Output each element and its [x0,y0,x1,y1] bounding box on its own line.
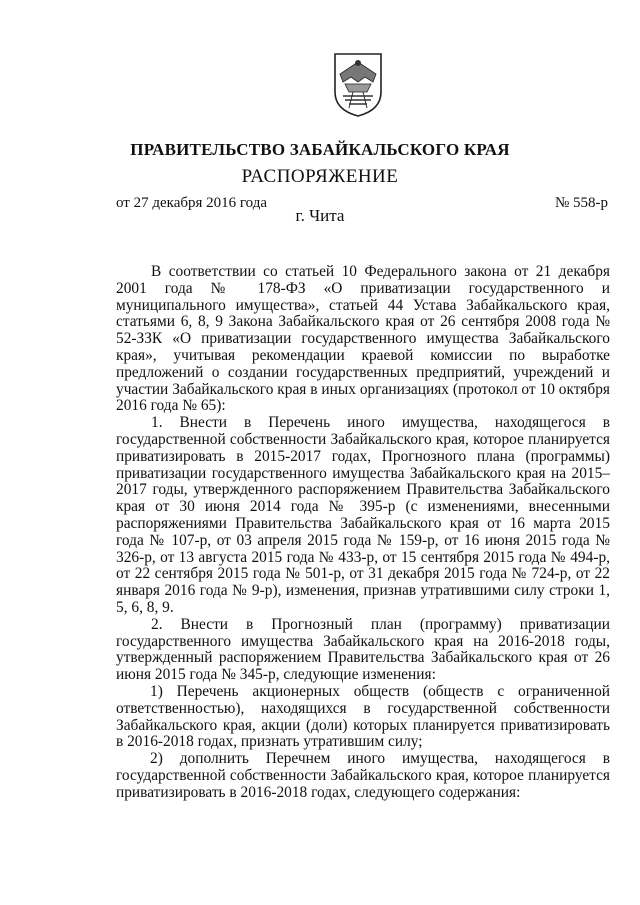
document-type: РАСПОРЯЖЕНИЕ [241,166,399,187]
subitem-1-paragraph: 1) Перечень акционерных обществ (обществ с ограниченной ответственностью), находящихся в государственной собственности Забайкальского края, акции (доли) которых планируется приватизировать в 2016-2018 годах, признать утратившим силу; [116,682,610,751]
item-1-paragraph: 1. Внести в Перечень иного имущества, находящегося в государственной собственности Забайкальского края, которое планируется приватизировать в 2015-2017 годах, Прогнозного плана (программы) приватизации государственного имущества Забайкальского края на 2015–2017 годы, утвержденного распоряжением Правительства Забайкальского края от 30 июня 2014 года № 395-р (с изменениями, внесенными распоряжениями Правительства Забайкальского края от 16 марта 2015 года № 107-р, от 03 апреля 2015 года № 159-р, от 16 июня 2015 года № 326-р, от 13 августа 2015 года № 433-р, от 15 сентября 2015 года № 494-р, от 22 сентября 2015 года № 501-р, от 31 декабря 2015 года № 724-р, от 22 января 2016 года № 9-р), изменения, признав утратившими силу строки 1, 5, 6, 8, 9. [116,414,610,616]
preamble-paragraph: В соответствии со статьей 10 Федерального закона от 21 декабря 2001 года № 178-ФЗ «О приватизации государственного и муниципального имущества», статьей 44 Устава Забайкальского края, статьями 6, 8, 9 Закона Забайкальского края от 26 сентября 2008 года № 52-ЗЗК «О приватизации государственного имущества Забайкальского края», учитывая рекомендации краевой комиссии по выработке предложений о создании государственных предприятий, учреждений и участии Забайкальского края в иных организациях (протокол от 10 октября 2016 года № 65): [116,263,610,415]
subitem-2-paragraph: 2) дополнить Перечнем иного имущества, находящегося в государственной собственности Забайкальского края, которое планируется приватизировать в 2016-2018 годах, следующего содержания: [116,750,610,801]
document-number: № 558-р [554,195,608,211]
document-date: от 27 декабря 2016 года [116,195,268,211]
organization-title: ПРАВИТЕЛЬСТВО ЗАБАЙКАЛЬСКОГО КРАЯ [130,140,510,159]
document-city: г. Чита [295,206,345,225]
coat-of-arms-icon [331,52,385,118]
item-2-paragraph: 2. Внести в Прогнозный план (программу) приватизации государственного имущества Забайкальского края на 2016-2018 годы, утвержденный распоряжением Правительства Забайкальского края от 26 июня 2015 года № 345-р, следующие изменения: [116,615,610,684]
document-body [116,264,610,802]
